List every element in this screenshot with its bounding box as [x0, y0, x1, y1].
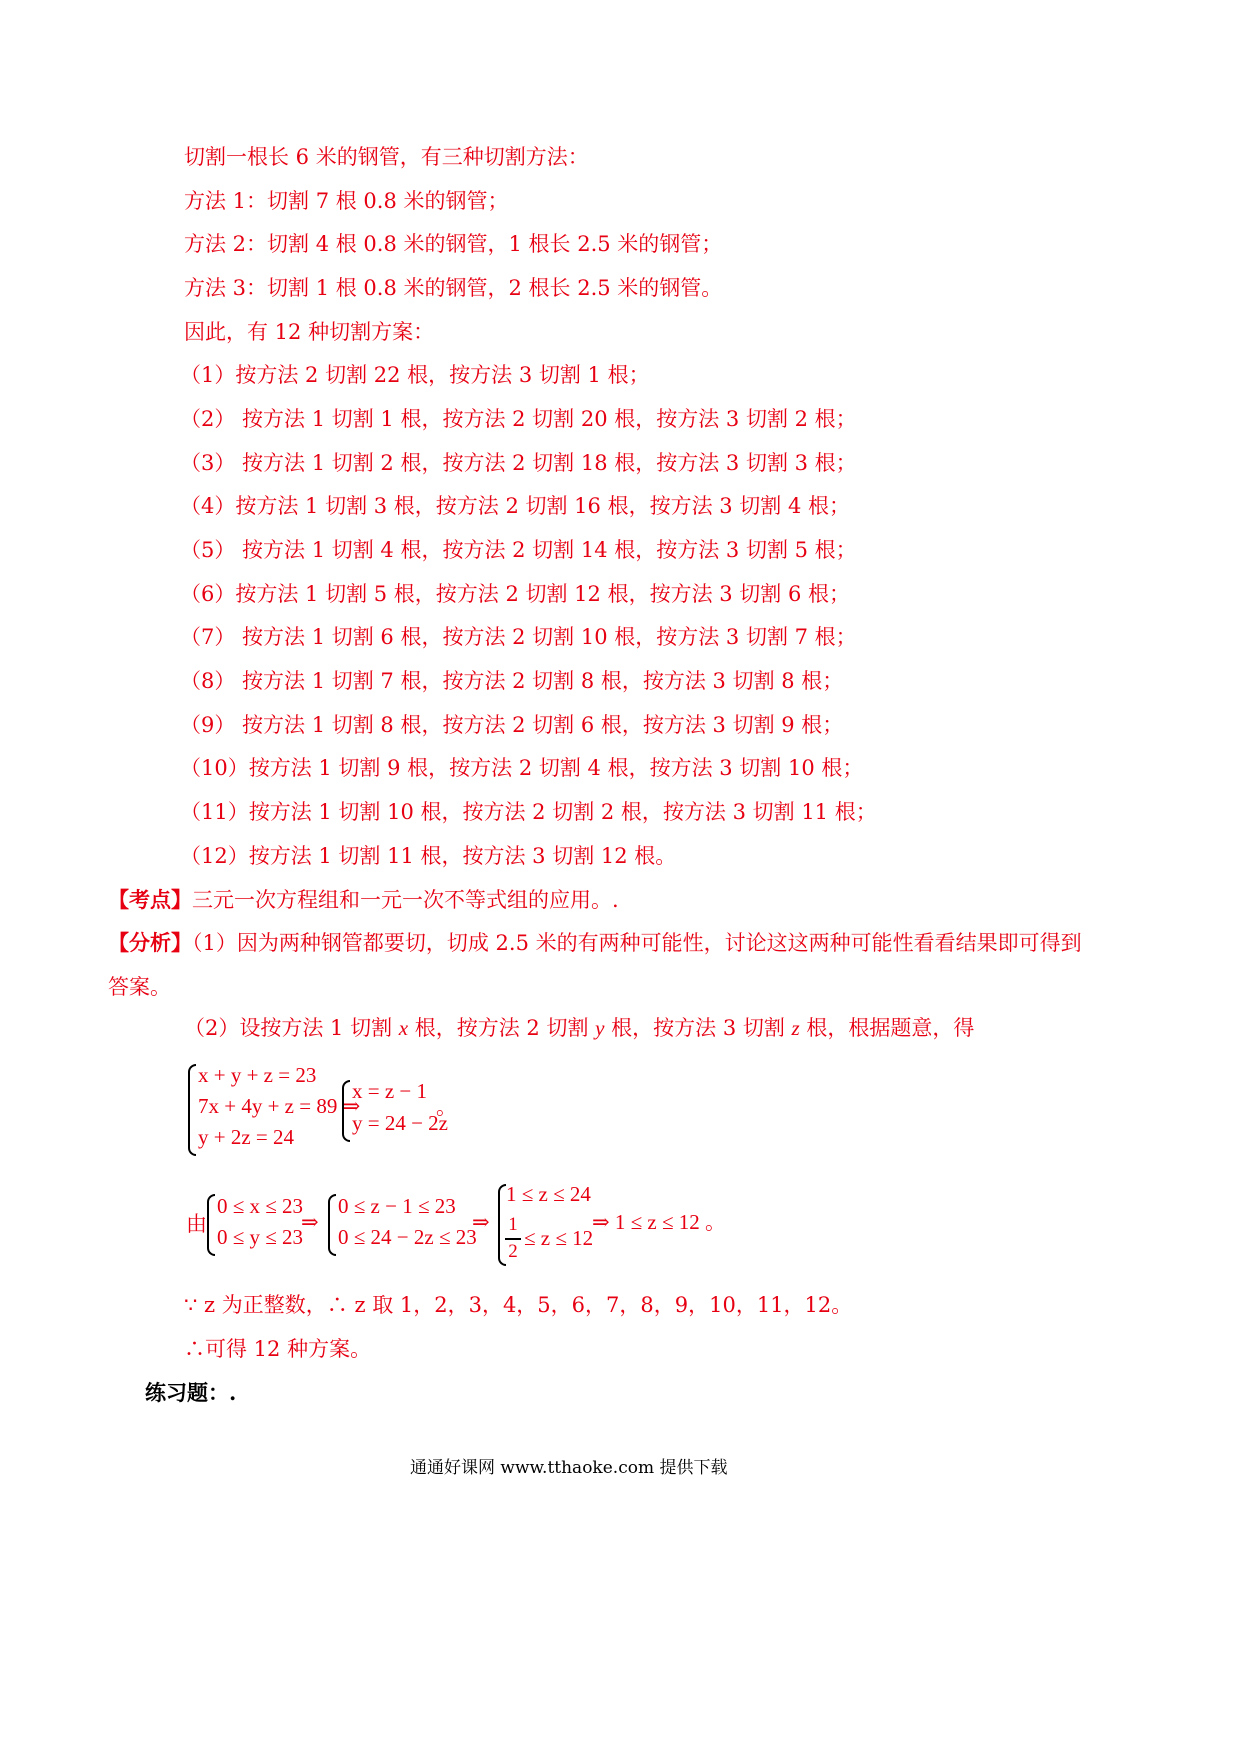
page-footer: 通通好课网 www.tthaoke.com 提供下载	[410, 1458, 728, 1478]
kaodian-label: 【考点】	[108, 887, 192, 912]
fenxi-continuation: 答案。	[108, 975, 171, 999]
left-brace	[328, 1194, 336, 1256]
equation: 7x + 4y + z = 89 ⇒	[198, 1094, 361, 1118]
scheme-item: （10）按方法 1 切割 9 根，按方法 2 切割 4 根，按方法 3 切割 10 根；	[180, 756, 864, 780]
scheme-item: （6）按方法 1 切割 5 根，按方法 2 切割 12 根，按方法 3 切割 6 根；	[180, 582, 850, 606]
method-2: 方法 2：切割 4 根 0.8 米的钢管，1 根长 2.5 米的钢管；	[184, 232, 723, 256]
methods-intro: 切割一根长 6 米的钢管，有三种切割方法：	[184, 145, 589, 169]
inequality: 0 ≤ y ≤ 23	[217, 1225, 304, 1249]
part2-text: 根，按方法 3 切割	[604, 1016, 792, 1040]
inequality: 0 ≤ x ≤ 23	[217, 1194, 304, 1218]
fenxi-part2	[184, 1014, 974, 1042]
implies-arrow: ⇒	[301, 1210, 319, 1234]
you-label: 由	[186, 1212, 207, 1236]
scheme-item: （3） 按方法 1 切割 2 根，按方法 2 切割 18 根，按方法 3 切割 3 根；	[180, 451, 857, 475]
kaodian-text: 三元一次方程组和一元一次不等式组的应用。.	[192, 888, 619, 912]
left-brace	[188, 1064, 196, 1156]
method-1: 方法 1：切割 7 根 0.8 米的钢管；	[184, 189, 509, 213]
scheme-item: （9） 按方法 1 切割 8 根，按方法 2 切割 6 根，按方法 3 切割 9 根；	[180, 713, 844, 737]
var-z: z	[791, 1016, 800, 1040]
fenxi-text: （1）因为两种钢管都要切，切成 2.5 米的有两种可能性，讨论这这两种可能性看看结果即可得到	[192, 931, 1082, 955]
inequality: 0 ≤ 24 − 2z ≤ 23	[338, 1225, 477, 1249]
scheme-item: （11）按方法 1 切割 10 根，按方法 2 切割 2 根，按方法 3 切割 11 根；	[180, 800, 877, 824]
because-line: ∵ z 为正整数，∴ z 取 1，2，3，4，5，6，7，8，9，10，11，12。	[184, 1293, 853, 1317]
var-y: y	[595, 1016, 605, 1040]
var-x: x	[398, 1016, 409, 1040]
period: 。	[436, 1095, 457, 1119]
part2-text: 根，按方法 2 切割	[408, 1016, 596, 1040]
so-line: ∴可得 12 种方案。	[184, 1337, 372, 1361]
schemes-heading: 因此，有 12 种切割方案：	[184, 320, 435, 344]
fraction-denominator: 2	[508, 1241, 518, 1262]
fenxi-line	[108, 929, 1082, 957]
scheme-item: （5） 按方法 1 切割 4 根，按方法 2 切割 14 根，按方法 3 切割 5 根；	[180, 538, 857, 562]
scheme-item: （8） 按方法 1 切割 7 根，按方法 2 切割 8 根，按方法 3 切割 8 根；	[180, 669, 844, 693]
fenxi-label: 【分析】	[108, 930, 192, 955]
scheme-item: （1）按方法 2 切割 22 根，按方法 3 切割 1 根；	[180, 363, 650, 387]
inequality: ≤ z ≤ 12	[524, 1226, 594, 1250]
part2-text: （2）设按方法 1 切割	[184, 1016, 399, 1040]
equation: x + y + z = 23	[198, 1063, 317, 1087]
fraction-numerator: 1	[508, 1214, 518, 1235]
left-brace	[207, 1194, 215, 1256]
exercise-heading: 练习题：.	[145, 1380, 237, 1405]
inequality: 1 ≤ z ≤ 24	[506, 1182, 591, 1206]
scheme-item: （12）按方法 1 切割 11 根，按方法 3 切割 12 根。	[180, 844, 677, 868]
fraction-bar	[505, 1238, 521, 1240]
left-brace	[342, 1080, 350, 1142]
inequality: 0 ≤ z − 1 ≤ 23	[338, 1194, 456, 1218]
scheme-item: （4）按方法 1 切割 3 根，按方法 2 切割 16 根，按方法 3 切割 4 根；	[180, 494, 850, 518]
implies-arrow: ⇒	[472, 1210, 490, 1234]
scheme-item: （7） 按方法 1 切割 6 根，按方法 2 切割 10 根，按方法 3 切割 7 根；	[180, 625, 857, 649]
equation: y + 2z = 24	[198, 1125, 295, 1149]
equation: y = 24 − 2z	[352, 1111, 449, 1135]
part2-text: 根，根据题意，得	[799, 1016, 975, 1040]
scheme-item: （2） 按方法 1 切割 1 根，按方法 2 切割 20 根，按方法 3 切割 2 根；	[180, 407, 857, 431]
kaodian-line	[108, 886, 619, 914]
equation: x = z − 1	[352, 1079, 428, 1103]
final-result: ⇒ 1 ≤ z ≤ 12 。	[592, 1210, 726, 1234]
method-3: 方法 3：切割 1 根 0.8 米的钢管，2 根长 2.5 米的钢管。	[184, 276, 723, 300]
